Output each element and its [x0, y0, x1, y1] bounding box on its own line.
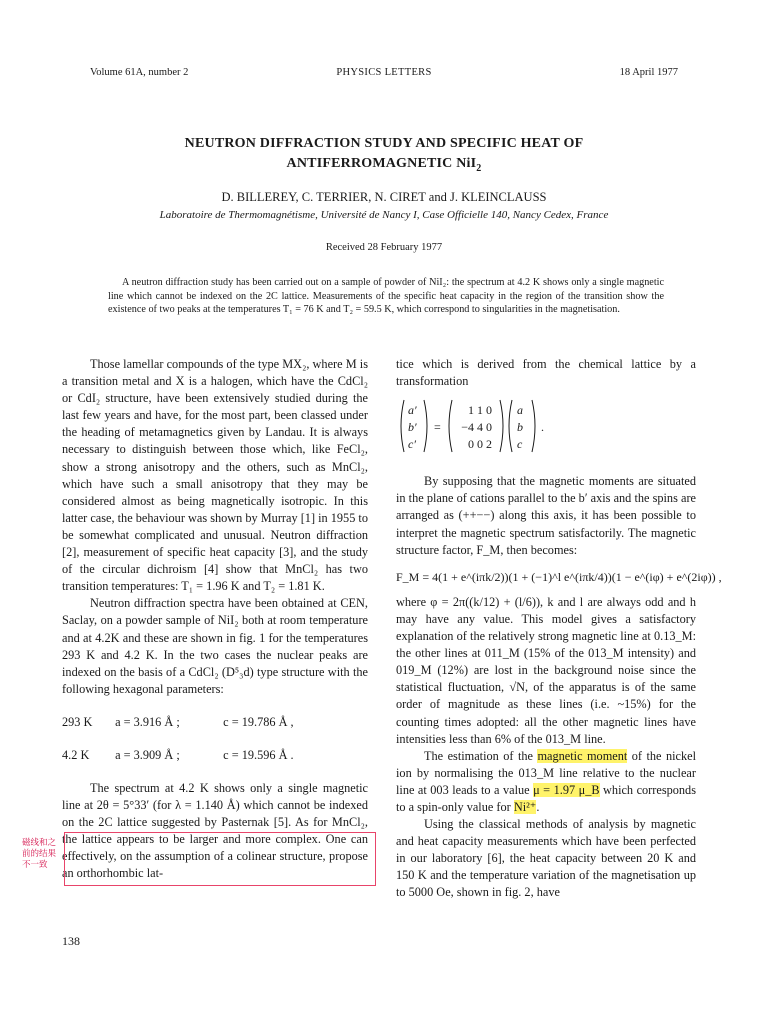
page-number: 138	[62, 934, 80, 948]
matrix-row-1: 1 1 0	[468, 403, 492, 418]
param-row-4k	[62, 747, 368, 780]
right-paragraph-3: where φ = 2π((k/12) + (l/6)), k and l are always odd and h may have any value. This model gives a satisfactory explanation of the relatively strong magnetic line at 0.13_M: the other lines at 011_M (15% of the 013_M intensity) and 019_M (12%) are lost in the background noise since the statistical fluctuation, √N, of the apparatus is of the same order of magnitude as these lines (i.e. ~15%) for the counting times adopted: all the other magnetic lines have intensities less than 6% of the 013_M line.	[396, 594, 696, 746]
param-temp: 293 K	[62, 714, 93, 729]
lhs-c: c′	[408, 437, 416, 452]
right-paragraph-5: Using the classical methods of analysis by magnetic and heat capacity measurements which have been perfected in our laboratory [6], the heat capacity between 20 K and 150 K and the temperature variation of the magnetisation up to 5000 Oe, shown in fig. 2, have	[396, 817, 696, 900]
rhs-a: a	[517, 403, 523, 418]
structure-factor-equation: F_M = 4(1 + e^(iπk/2))(1 + (−1)^l e^(iπk/4))(1 − e^(iφ) + e^(2iφ)) ,	[396, 569, 722, 584]
highlight-moment-value: μ = 1.97 μ_B	[533, 782, 600, 797]
title-line-1: NEUTRON DIFFRACTION STUDY AND SPECIFIC HEAT OF	[184, 136, 584, 151]
svg-text:=: =	[434, 420, 441, 435]
rhs-b: b	[517, 420, 523, 435]
rhs-c: c	[517, 437, 523, 452]
affiliation: Laboratoire de Thermomagnétisme, Université de Nancy I, Case Officielle 140, Nancy Cedex, France	[159, 209, 609, 221]
right-paragraph-2: By supposing that the magnetic moments are situated in the plane of cations parallel to the b′ axis and the spins are arranged as (++−−) along this axis, it has been possible to interpret the magnetic spectrum satisfactorily. The magnetic structure factor, F_M, then becomes:	[396, 474, 696, 557]
article-title	[0, 134, 768, 179]
svg-text:.: .	[541, 420, 544, 435]
left-paragraph-2: Neutron diffraction spectra have been obtained at CEN, Saclay, on a powder sample of NiI₂ both at room temperature and at 4.2K and these are shown in fig. 1 for the temperatures 293 K and 4.2 K. In the two cases the nuclear peaks are indexed on the basis of a CdCl₂ (D⁵₃d) type structure with the following hexagonal parameters:	[62, 596, 368, 696]
annotation-box[interactable]	[64, 832, 376, 886]
matrix-row-3: 0 0 2	[468, 437, 492, 452]
param-a: a = 3.909 Å ;	[115, 747, 180, 762]
matrix-row-2: −4 4 0	[461, 420, 492, 435]
received-date: Received 28 February 1977	[325, 242, 443, 253]
lattice-parameters	[62, 714, 368, 780]
title-line-2: ANTIFERROMAGNETIC NiI$_2$	[286, 156, 482, 174]
highlight-ni-ion: Ni²⁺	[513, 799, 537, 814]
right-paragraph-1: tice which is derived from the chemical lattice by a transformation	[396, 357, 696, 389]
left-paragraph-1: Those lamellar compounds of the type MX₂, where M is a transition metal and X is a halogen, which have the CdCl₂ or CdI₂ structure, have been extensively studied during the last few years and have, for the most part, been classed under the heading of metamagnetics given by Landau. It is always necessary to distinguish between those which, like FeCl₂, show a strong anisotropy and the others, such as MnCl₂, which have such a small anisotropy that they may be considered almost as being magnetically isotropic. In this latter case, the behaviour was shown by Murray [1] in 1955 to be somewhat complicated and unusual. Neutron diffraction [2], measurement of specific heat capacity [3], and the study of the circular dichroism [4] show that MnCl₂ has two transition temperatures: T₁ = 1.96 K and T₂ = 1.81 K.	[62, 357, 368, 594]
right-column	[396, 356, 722, 902]
param-c: c = 19.596 Å .	[223, 747, 294, 762]
param-c: c = 19.786 Å ,	[223, 714, 294, 729]
left-column	[62, 356, 368, 882]
authors: D. BILLEREY, C. TERRIER, N. CIRET and J. KLEINCLAUSS	[221, 190, 547, 204]
abstract: A neutron diffraction study has been carried out on a sample of powder of NiI₂: the spectrum at 4.2 K shows only a single magnetic line which cannot be indexed on the 2C lattice. Measurements of the specific heat capacity in the region of the transition show the existence of two peaks at the temperatures T₁ = 76 K and T₂ = 59.5 K, which correspond to singularities in the magnetisation.	[108, 277, 664, 316]
param-a: a = 3.916 Å ;	[115, 714, 180, 729]
lhs-b: b′	[408, 420, 417, 435]
highlight-magnetic-moment: magnetic moment	[537, 748, 628, 763]
transformation-matrix	[396, 396, 696, 456]
lhs-a: a′	[408, 403, 417, 418]
left-paragraph-3: The spectrum at 4.2 K shows only a single magnetic line at 2θ = 5°33′ (for λ = 1.140 Å) which cannot be indexed on the 2C lattice suggested by Pasternak [5]. As for MnCl₂, the lattice appears to be larger and more complex. One can effectively, on the assumption of a colinear structure, propose an orthorhombic lat-	[62, 780, 368, 881]
header-volume: Volume 61A, number 2	[90, 67, 189, 78]
right-paragraph-4: The estimation of the magnetic moment of the nickel ion by normalising the 013_M line relative to the nuclear line at 003 leads to a value μ = 1.97 μ_B which corresponds to a spin-only value for Ni²⁺.	[396, 748, 696, 814]
header-date: 18 April 1977	[619, 67, 678, 78]
param-row-293k	[62, 714, 368, 747]
annotation-note: 磁线和之前的结果不一致	[22, 838, 57, 870]
param-temp: 4.2 K	[62, 747, 90, 762]
header-journal: PHYSICS LETTERS	[336, 67, 432, 78]
